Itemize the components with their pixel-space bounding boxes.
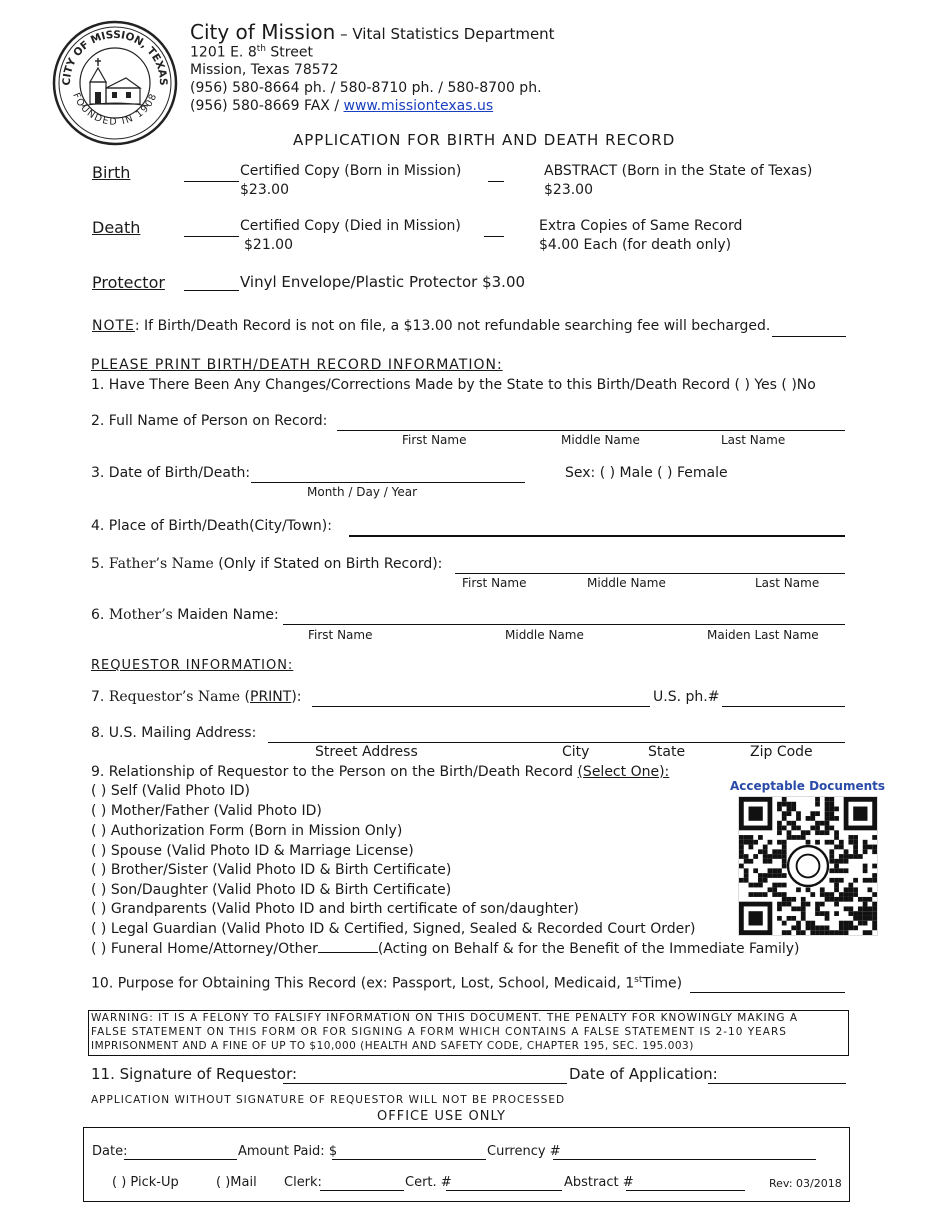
zip-code-caption: Zip Code bbox=[750, 744, 813, 760]
city-state-zip: Mission, Texas 78572 bbox=[190, 62, 339, 78]
q6-last-name-caption: Maiden Last Name bbox=[707, 628, 819, 642]
acceptable-documents-qr-code[interactable] bbox=[738, 796, 878, 936]
office-use-title: OFFICE USE ONLY bbox=[377, 1109, 506, 1124]
mailing-address-field[interactable] bbox=[268, 742, 845, 743]
svg-text:CITY OF MISSION, TEXAS: CITY OF MISSION, TEXAS bbox=[60, 28, 170, 86]
amount-paid-field[interactable] bbox=[332, 1159, 486, 1160]
no-signature-note: APPLICATION WITHOUT SIGNATURE OF REQUESTOR WILL NOT BE PROCESSED bbox=[91, 1094, 566, 1106]
birth-abstract-qty-field[interactable] bbox=[488, 181, 504, 182]
place-field[interactable] bbox=[349, 535, 845, 537]
father-name-field[interactable] bbox=[455, 573, 845, 574]
us-phone-field[interactable] bbox=[722, 706, 845, 707]
death-label: Death bbox=[92, 218, 141, 237]
street-address-caption: Street Address bbox=[315, 744, 418, 760]
cert-number-label: Cert. # bbox=[405, 1175, 452, 1190]
q1-changes-question: 1. Have There Been Any Changes/Corrections Made by the State to this Birth/Death Record ( ) Yes ( )No bbox=[91, 377, 816, 393]
q6-middle-name-caption: Middle Name bbox=[505, 628, 584, 642]
city-name: City of Mission bbox=[190, 20, 336, 44]
note-line: NOTE: If Birth/Death Record is not on file, a $13.00 not refundable searching fee will becharged. bbox=[92, 318, 771, 334]
q5-middle-name-caption: Middle Name bbox=[587, 576, 666, 590]
city-seal-logo bbox=[52, 20, 178, 146]
q6-mother-label: 6. Mother’s Maiden Name: bbox=[91, 607, 279, 623]
relationship-option-authorization[interactable]: ( ) Authorization Form (Born in Mission Only) bbox=[91, 823, 403, 839]
q2-first-name-caption: First Name bbox=[402, 433, 467, 447]
phone-numbers: (956) 580-8664 ph. / 580-8710 ph. / 580-8700 ph. bbox=[190, 80, 542, 96]
protector-qty-field[interactable] bbox=[184, 290, 239, 291]
felony-warning-box bbox=[88, 1010, 849, 1056]
clerk-field[interactable] bbox=[320, 1190, 404, 1191]
death-certified-label: Certified Copy (Died in Mission) bbox=[240, 218, 461, 234]
q9-relationship-label: 9. Relationship of Requestor to the Person on the Birth/Death Record (Select One): bbox=[91, 764, 670, 780]
q3-date-label: 3. Date of Birth/Death: bbox=[91, 465, 251, 481]
birth-label: Birth bbox=[92, 163, 131, 182]
relationship-option-self[interactable]: ( ) Self (Valid Photo ID) bbox=[91, 783, 250, 799]
full-name-field[interactable] bbox=[337, 430, 845, 431]
death-extra-price: $4.00 Each (for death only) bbox=[539, 237, 732, 253]
sex-checkboxes[interactable]: Sex: ( ) Male ( ) Female bbox=[565, 465, 728, 481]
abstract-number-field[interactable] bbox=[626, 1190, 745, 1191]
q2-middle-name-caption: Middle Name bbox=[561, 433, 640, 447]
date-of-application-field[interactable] bbox=[708, 1083, 846, 1084]
website-link[interactable]: www.missiontexas.us bbox=[343, 98, 494, 114]
search-fee-field[interactable] bbox=[772, 336, 846, 337]
birth-abstract-price: $23.00 bbox=[544, 182, 593, 198]
purpose-field[interactable] bbox=[690, 992, 845, 993]
form-title: APPLICATION FOR BIRTH AND DEATH RECORD bbox=[293, 131, 676, 149]
amount-paid-label: Amount Paid: $ bbox=[238, 1144, 338, 1159]
abstract-number-label: Abstract # bbox=[564, 1175, 634, 1190]
q7-requestor-label: 7. Requestor’s Name (PRINT): bbox=[91, 689, 302, 705]
relationship-option-guardian[interactable]: ( ) Legal Guardian (Valid Photo ID & Certified, Signed, Sealed & Recorded Court Order) bbox=[91, 921, 696, 937]
us-phone-label: U.S. ph.# bbox=[653, 689, 720, 705]
clerk-label: Clerk: bbox=[284, 1175, 322, 1190]
birth-certified-label: Certified Copy (Born in Mission) bbox=[240, 163, 462, 179]
fax-line: (956) 580-8669 FAX / www.missiontexas.us bbox=[190, 98, 494, 114]
q5-father-label: 5. Father’s Name (Only if Stated on Birth Record): bbox=[91, 556, 443, 572]
relationship-option-sibling[interactable]: ( ) Brother/Sister (Valid Photo ID & Birth Certificate) bbox=[91, 862, 452, 878]
death-certified-qty-field[interactable] bbox=[184, 236, 239, 237]
currency-label: Currency # bbox=[487, 1144, 561, 1159]
signature-field[interactable] bbox=[283, 1083, 567, 1084]
q5-first-name-caption: First Name bbox=[462, 576, 527, 590]
cert-number-field[interactable] bbox=[446, 1190, 562, 1191]
mail-option[interactable]: ( )Mail bbox=[216, 1175, 257, 1190]
revision-date: Rev: 03/2018 bbox=[769, 1177, 842, 1190]
protector-label: Protector bbox=[92, 273, 165, 292]
birth-certified-price: $23.00 bbox=[240, 182, 289, 198]
q5-last-name-caption: Last Name bbox=[755, 576, 820, 590]
warning-line-3: IMPRISONMENT AND A FINE OF UP TO $10,000 (HEALTH AND SAFETY CODE, CHAPTER 195, SEC. 195.003) bbox=[91, 1040, 694, 1052]
death-certified-price: $21.00 bbox=[244, 237, 293, 253]
q10-purpose-label: 10. Purpose for Obtaining This Record (ex: Passport, Lost, School, Medicaid, 1stTime) bbox=[91, 975, 683, 992]
svg-text:FOUNDED IN 1908: FOUNDED IN 1908 bbox=[70, 91, 160, 128]
state-caption: State bbox=[648, 744, 686, 760]
city-caption: City bbox=[562, 744, 590, 760]
relationship-option-spouse[interactable]: ( ) Spouse (Valid Photo ID & Marriage License) bbox=[91, 843, 414, 859]
q2-last-name-caption: Last Name bbox=[721, 433, 786, 447]
street-address: 1201 E. 8th Street bbox=[190, 44, 313, 61]
q4-place-label: 4. Place of Birth/Death(City/Town): bbox=[91, 518, 332, 534]
currency-field[interactable] bbox=[553, 1159, 816, 1160]
q6-first-name-caption: First Name bbox=[308, 628, 373, 642]
office-date-field[interactable] bbox=[124, 1159, 237, 1160]
warning-line-2: FALSE STATEMENT ON THIS FORM OR FOR SIGNING A FORM WHICH CONTAINS A FALSE STATEMENT IS 2-10 YEARS bbox=[91, 1026, 787, 1038]
pickup-option[interactable]: ( ) Pick-Up bbox=[112, 1175, 179, 1190]
record-section-heading: PLEASE PRINT BIRTH/DEATH RECORD INFORMATION: bbox=[91, 357, 503, 373]
q8-address-label: 8. U.S. Mailing Address: bbox=[91, 725, 257, 741]
birth-abstract-label: ABSTRACT (Born in the State of Texas) bbox=[544, 163, 813, 179]
relationship-option-parent[interactable]: ( ) Mother/Father (Valid Photo ID) bbox=[91, 803, 322, 819]
requestor-name-field[interactable] bbox=[312, 706, 650, 707]
header-title bbox=[190, 20, 555, 44]
birth-certified-qty-field[interactable] bbox=[184, 181, 239, 182]
requestor-section-heading: REQUESTOR INFORMATION: bbox=[91, 658, 294, 673]
mother-name-field[interactable] bbox=[283, 624, 845, 625]
date-of-birth-death-field[interactable] bbox=[251, 482, 525, 483]
q11-signature-label: 11. Signature of Requestor: bbox=[91, 1065, 298, 1083]
date-of-application-label: Date of Application: bbox=[569, 1065, 718, 1083]
death-extra-qty-field[interactable] bbox=[484, 236, 504, 237]
death-extra-label: Extra Copies of Same Record bbox=[539, 218, 743, 234]
q2-full-name-label: 2. Full Name of Person on Record: bbox=[91, 413, 328, 429]
protector-text: Vinyl Envelope/Plastic Protector $3.00 bbox=[240, 273, 526, 291]
relationship-option-grandparents[interactable]: ( ) Grandparents (Valid Photo ID and birth certificate of son/daughter) bbox=[91, 901, 579, 917]
acceptable-documents-title: Acceptable Documents bbox=[730, 779, 886, 793]
note-label: NOTE bbox=[92, 318, 135, 334]
warning-line-1: WARNING: IT IS A FELONY TO FALSIFY INFORMATION ON THIS DOCUMENT. THE PENALTY FOR KNOWINGLY MAKING A bbox=[91, 1012, 799, 1024]
relationship-option-child[interactable]: ( ) Son/Daughter (Valid Photo ID & Birth Certificate) bbox=[91, 882, 452, 898]
relationship-option-funeral-home[interactable]: ( ) Funeral Home/Attorney/Other (Acting on Behalf & for the Benefit of the Immediate Family) bbox=[91, 941, 800, 957]
department-name: – Vital Statistics Department bbox=[335, 25, 555, 43]
q3-date-caption: Month / Day / Year bbox=[307, 485, 418, 499]
office-date-label: Date: bbox=[92, 1144, 128, 1159]
